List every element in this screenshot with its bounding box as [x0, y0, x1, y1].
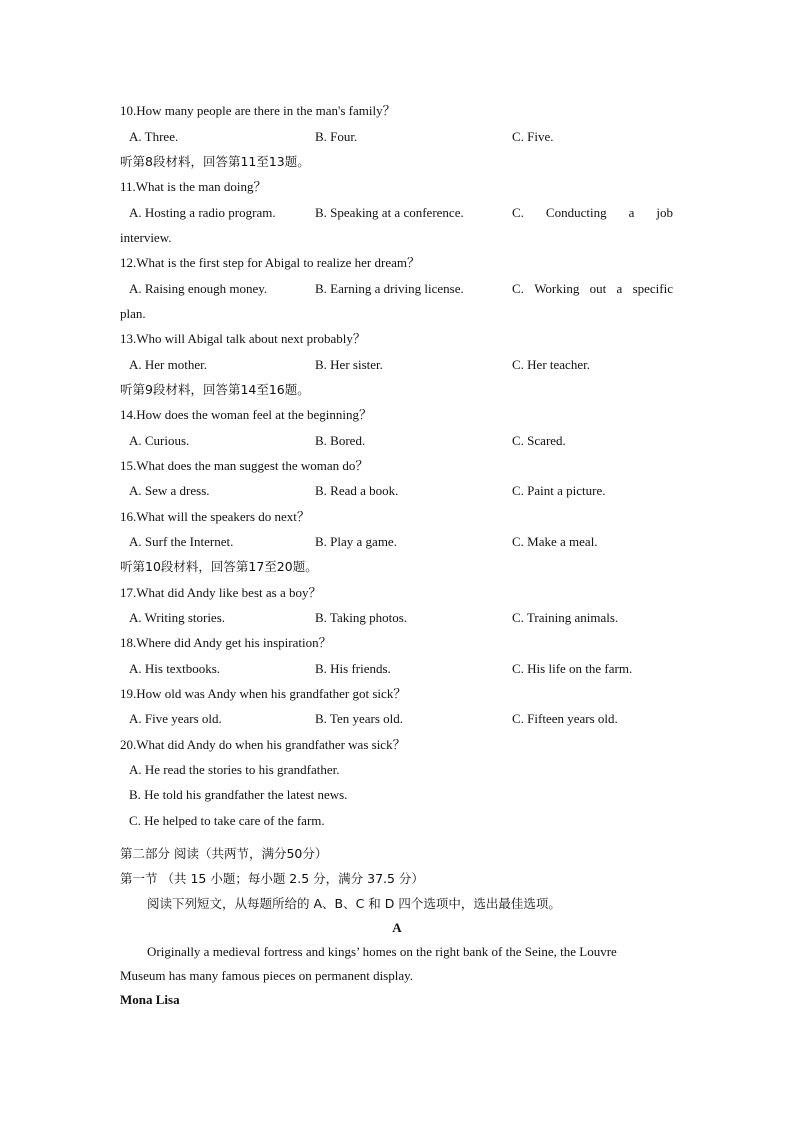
q18-option-b: B. His friends.: [315, 661, 391, 676]
q11-option-c-continued: interview.: [120, 230, 172, 245]
q20-option-b: B. He told his grandfather the latest news.: [129, 787, 348, 802]
q15-option-b: B. Read a book.: [315, 483, 399, 498]
q17-option-b: B. Taking photos.: [315, 610, 408, 625]
question-10-stem: 10.How many people are there in the man's family？: [120, 103, 396, 118]
question-12-stem: 12.What is the first step for Abigal to realize her dream？: [120, 255, 420, 270]
section-10-instruction: 听第10段材料，回答第17至20题。: [120, 559, 318, 574]
q11-option-c-word: C.: [512, 205, 524, 220]
question-13-stem: 13.Who will Abigal talk about next probably？: [120, 331, 366, 346]
q13-option-b: B. Her sister.: [315, 357, 383, 372]
reading-instructions: 阅读下列短文，从每题所给的 A、B、C 和 D 四个选项中，选出最佳选项。: [147, 896, 561, 911]
q18-option-c: C. His life on the farm.: [512, 661, 633, 676]
q12-option-c-continued: plan.: [120, 306, 146, 321]
q13-option-c: C. Her teacher.: [512, 357, 590, 372]
q20-option-a: A. He read the stories to his grandfather.: [129, 762, 340, 777]
q14-option-a: A. Curious.: [129, 433, 190, 448]
passage-paragraph-line-2: Museum has many famous pieces on permanent display.: [120, 968, 414, 983]
q16-option-b: B. Play a game.: [315, 534, 397, 549]
q10-option-b: B. Four.: [315, 129, 358, 144]
section-8-instruction: 听第8段材料，回答第11至13题。: [120, 154, 310, 169]
q13-option-a: A. Her mother.: [129, 357, 207, 372]
q11-option-c: [512, 205, 673, 221]
subheading-mona-lisa: Mona Lisa: [120, 992, 180, 1007]
q14-option-b: B. Bored.: [315, 433, 366, 448]
passage-paragraph-line-1: Originally a medieval fortress and kings’ homes on the right bank of the Seine, the Louvre: [147, 944, 617, 959]
q17-option-c: C. Training animals.: [512, 610, 619, 625]
q11-option-a: A. Hosting a radio program.: [129, 205, 276, 220]
question-15-stem: 15.What does the man suggest the woman do？: [120, 458, 369, 473]
q12-option-c-word: Working: [534, 281, 580, 296]
q20-option-c: C. He helped to take care of the farm.: [129, 813, 325, 828]
q12-option-c-word: out: [589, 281, 607, 296]
q15-option-a: A. Sew a dress.: [129, 483, 210, 498]
q11-option-c-word: Conducting: [545, 205, 607, 220]
q12-option-c-word: C.: [512, 281, 524, 296]
section-1-heading: 第一节 （共 15 小题；每小题 2.5 分，满分 37.5 分）: [120, 871, 424, 886]
question-18-stem: 18.Where did Andy get his inspiration？: [120, 635, 332, 650]
question-11-stem: 11.What is the man doing？: [120, 179, 267, 194]
question-16-stem: 16.What will the speakers do next？: [120, 509, 310, 524]
q15-option-c: C. Paint a picture.: [512, 483, 606, 498]
q10-option-a: A. Three.: [129, 129, 179, 144]
q17-option-a: A. Writing stories.: [129, 610, 226, 625]
question-20-stem: 20.What did Andy do when his grandfather was sick？: [120, 737, 406, 752]
q12-option-c-word: a: [616, 281, 623, 296]
q14-option-c: C. Scared.: [512, 433, 566, 448]
q11-option-b: B. Speaking at a conference.: [315, 205, 464, 220]
q11-option-c-word: job: [656, 205, 673, 220]
q19-option-c: C. Fifteen years old.: [512, 711, 618, 726]
q12-option-c-word: specific: [632, 281, 673, 296]
q11-option-c-word: a: [628, 205, 635, 220]
q16-option-a: A. Surf the Internet.: [129, 534, 234, 549]
passage-label: A: [392, 920, 402, 935]
q18-option-a: A. His textbooks.: [129, 661, 220, 676]
q12-option-c: [512, 281, 673, 297]
q12-option-a: A. Raising enough money.: [129, 281, 268, 296]
q10-option-c: C. Five.: [512, 129, 554, 144]
q12-option-b: B. Earning a driving license.: [315, 281, 464, 296]
q19-option-b: B. Ten years old.: [315, 711, 404, 726]
part-2-heading: 第二部分 阅读（共两节，满分50分）: [120, 846, 328, 861]
section-9-instruction: 听第9段材料，回答第14至16题。: [120, 382, 310, 397]
question-19-stem: 19.How old was Andy when his grandfather got sick？: [120, 686, 407, 701]
question-17-stem: 17.What did Andy like best as a boy？: [120, 585, 322, 600]
q19-option-a: A. Five years old.: [129, 711, 222, 726]
question-14-stem: 14.How does the woman feel at the beginning？: [120, 407, 372, 422]
q16-option-c: C. Make a meal.: [512, 534, 598, 549]
